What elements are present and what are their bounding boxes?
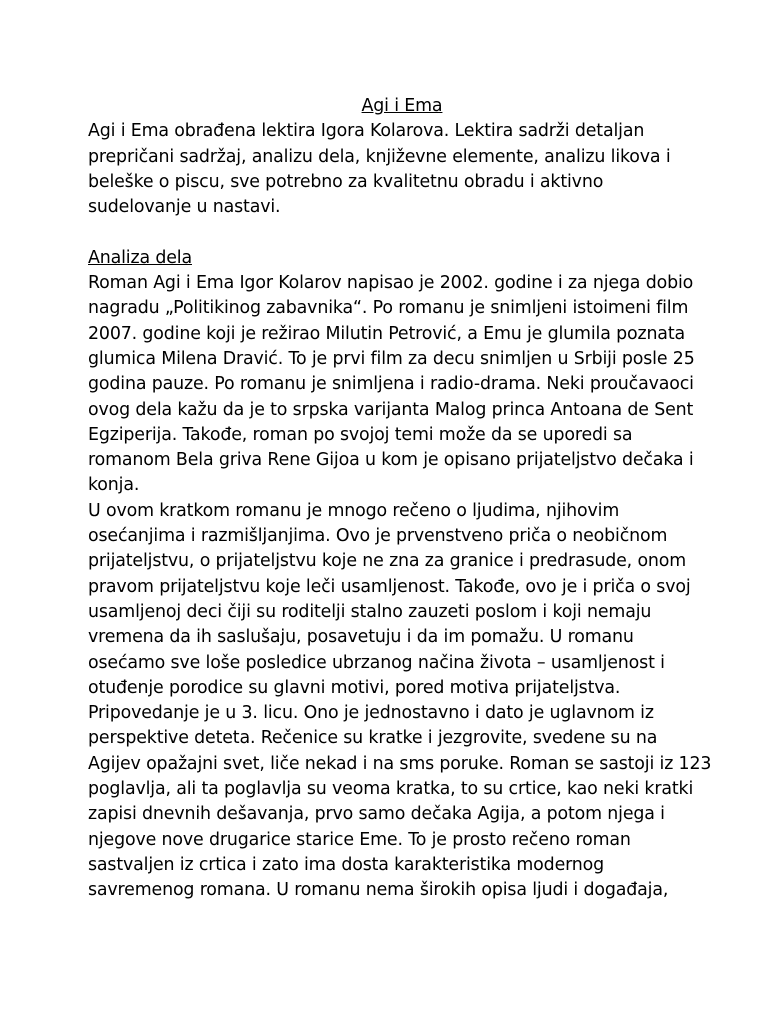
- paragraph-line: U ovom kratkom romanu je mnogo rečeno o ljudima, njihovim: [88, 500, 620, 521]
- paragraph-line: ovog dela kažu da je to srpska varijanta Malog princa Antoana de Sent: [88, 399, 694, 420]
- paragraph-line: konja.: [88, 475, 140, 496]
- paragraph-line: prijateljstvu, o prijateljstvu koje ne zna za granice i predrasude, onom: [88, 551, 687, 572]
- paragraph-line: savremenog romana. U romanu nema širokih opisa ljudi i događaja,: [88, 880, 669, 901]
- paragraph-line: Agijev opažajni svet, liče nekad i na sms poruke. Roman se sastoji iz 123: [88, 753, 712, 774]
- intro-line: prepričani sadržaj, analizu dela, književne elemente, analizu likova i: [88, 146, 671, 167]
- paragraph-line: 2007. godine koji je režirao Milutin Petrović, a Emu je glumila poznata: [88, 323, 685, 344]
- paragraph-line: vremena da ih saslušaju, posavetuju i da im pomažu. U romanu: [88, 627, 634, 648]
- analysis-paragraph-2: [88, 499, 716, 904]
- paragraph-line: poglavlja, ali ta poglavlja su veoma kratka, to su crtice, kao neki kratki: [88, 779, 694, 800]
- intro-line: Agi i Ema obrađena lektira Igora Kolarova. Lektira sadrži detaljan: [88, 121, 645, 142]
- paragraph-line: godina pauze. Po romanu je snimljena i radio-drama. Neki proučavaoci: [88, 374, 694, 395]
- paragraph-line: Roman Agi i Ema Igor Kolarov napisao je 2002. godine i za njega dobio: [88, 273, 694, 294]
- paragraph-line: Pripovedanje je u 3. licu. Ono je jednostavno i dato je uglavnom iz: [88, 703, 654, 724]
- paragraph-line: otuđenje porodice su glavni motivi, pored motiva prijateljstva.: [88, 677, 621, 698]
- paragraph-line: njegove nove drugarice starice Eme. To je prosto rečeno roman: [88, 829, 631, 850]
- intro-paragraph: [88, 119, 716, 220]
- paragraph-line: zapisi dnevnih dešavanja, prvo samo dečaka Agija, a potom njega i: [88, 804, 665, 825]
- paragraph-line: osećamo sve loše posledice ubrzanog načina života – usamljenost i: [88, 652, 665, 673]
- paragraph-line: osećanjima i razmišljanjima. Ovo je prvenstveno priča o neobičnom: [88, 526, 668, 547]
- section-heading: Analiza dela: [88, 247, 192, 268]
- document-page: [88, 94, 716, 904]
- paragraph-line: glumica Milena Dravić. To je prvi film za decu snimljen u Srbiji posle 25: [88, 348, 695, 369]
- paragraph-line: nagradu „Politikinog zabavnika“. Po romanu je snimljeni istoimeni film: [88, 298, 689, 319]
- intro-line: sudelovanje u nastavi.: [88, 197, 281, 218]
- analysis-paragraph-1: [88, 271, 716, 499]
- intro-line: beleške o piscu, sve potrebno za kvalitetnu obradu i aktivno: [88, 171, 604, 192]
- paragraph-line: sastvaljen iz crtica i zato ima dosta karakteristika modernog: [88, 854, 605, 875]
- paragraph-line: usamljenoj deci čiji su roditelji stalno zauzeti poslom i koji nemaju: [88, 601, 652, 622]
- paragraph-line: pravom prijateljstvu koje leči usamljenost. Takođe, ovo je i priča o svoj: [88, 576, 691, 597]
- paragraph-line: romanom Bela griva Rene Gijoa u kom je opisano prijateljstvo dečaka i: [88, 450, 694, 471]
- paragraph-line: perspektive deteta. Rečenice su kratke i jezgrovite, svedene su na: [88, 728, 658, 749]
- paragraph-line: Egziperija. Takođe, roman po svojoj temi može da se uporedi sa: [88, 424, 633, 445]
- document-title: Agi i Ema: [361, 96, 443, 116]
